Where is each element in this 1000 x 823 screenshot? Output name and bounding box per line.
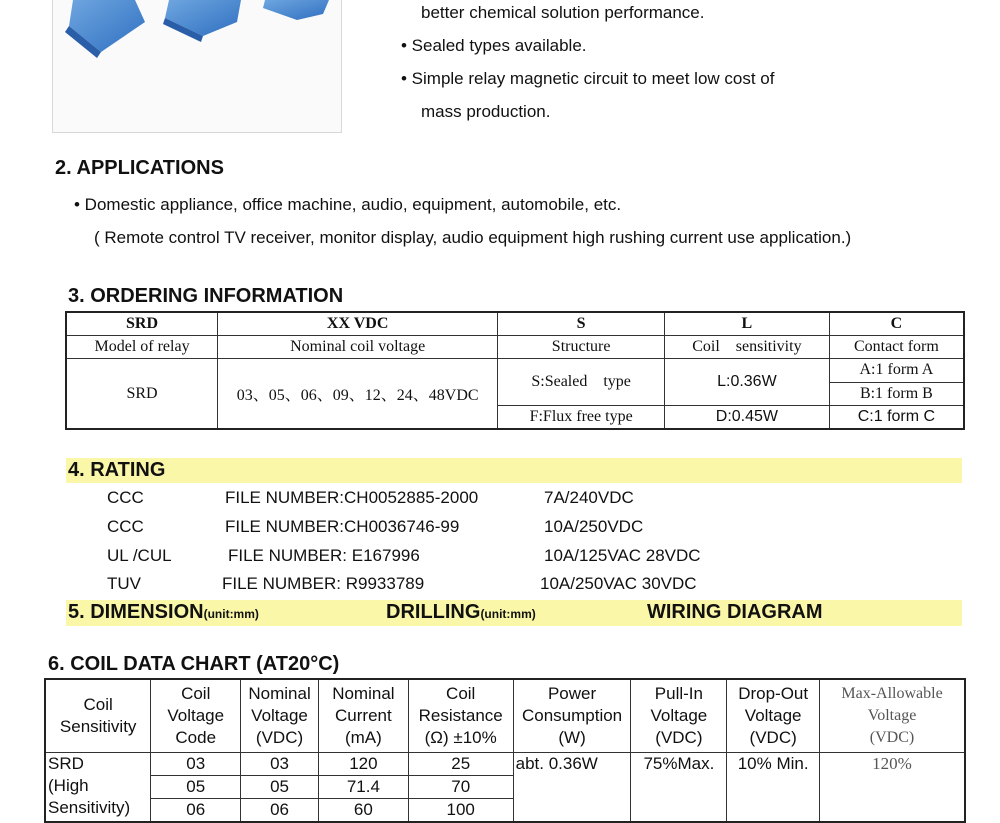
dimension-heading <box>68 601 259 624</box>
coil-header-nominal-voltage <box>241 679 319 753</box>
coil-current-2: 71.4 <box>318 776 408 799</box>
name-voltage: Nominal coil voltage <box>218 336 498 359</box>
coil-header-code <box>151 679 241 753</box>
coil-header-sensitivity-l1: Coil <box>83 695 113 714</box>
coil-code-2: 05 <box>151 776 241 799</box>
relay-image <box>53 0 341 132</box>
rating-value-3: 10A/125VAC 28VDC <box>544 546 701 565</box>
structure-flux: F:Flux free type <box>498 406 665 430</box>
dimension-band <box>66 600 962 626</box>
code-sensitivity: L <box>665 312 830 336</box>
coil-pull-in: 75%Max. <box>631 753 727 823</box>
coil-table <box>44 678 966 823</box>
coil-header-power <box>513 679 631 753</box>
coil-resistance-1: 25 <box>408 753 513 776</box>
code-model: SRD <box>66 312 218 336</box>
name-contact: Contact form <box>829 336 964 359</box>
coil-voltage-3: 06 <box>241 799 319 823</box>
feature-line-2: • Sealed types available. <box>401 36 587 55</box>
product-photo <box>52 0 342 133</box>
coil-header-drop-l2: Voltage <box>744 706 802 725</box>
drilling-heading <box>386 601 536 624</box>
rating-cert-3: UL /CUL <box>107 546 172 565</box>
coil-group-l3: Sensitivity) <box>48 798 131 817</box>
name-model: Model of relay <box>66 336 218 359</box>
coil-header-pull-in <box>631 679 727 753</box>
coil-header-drop-l1: Drop-Out <box>738 684 809 703</box>
coil-heading: 6. COIL DATA CHART (AT20°C) <box>48 653 340 675</box>
form-c: C:1 form C <box>829 406 964 430</box>
name-structure: Structure <box>498 336 665 359</box>
rating-band <box>66 458 962 483</box>
coil-group-l1: SRD <box>48 754 84 773</box>
coil-voltage-2: 05 <box>241 776 319 799</box>
code-contact: C <box>829 312 964 336</box>
rating-cert-2: CCC <box>107 517 144 536</box>
dimension-label: 5. DIMENSION <box>68 601 204 623</box>
coil-header-pull-l3: (VDC) <box>655 728 703 747</box>
rating-heading: 4. RATING <box>68 459 166 481</box>
coil-header-pow-l3: (W) <box>558 728 586 747</box>
feature-line-4: mass production. <box>421 102 551 121</box>
sensitivity-l: L:0.36W <box>665 359 830 406</box>
voltages-value: 03、05、06、09、12、24、48VDC <box>218 359 498 430</box>
coil-header-nv-l2: Voltage <box>251 706 308 725</box>
coil-header-pow-l1: Power <box>547 684 597 703</box>
rating-file-4: FILE NUMBER: R9933789 <box>222 574 425 593</box>
rating-cert-1: CCC <box>107 488 144 507</box>
coil-header-nv-l3: (VDC) <box>255 728 304 747</box>
coil-group-l2: (High <box>48 776 89 795</box>
applications-line-1: • Domestic appliance, office machine, audio, equipment, automobile, etc. <box>74 195 622 214</box>
form-b: B:1 form B <box>829 382 964 406</box>
coil-header-code-l3: Code <box>175 728 217 747</box>
coil-header-code-l1: Coil <box>181 684 211 703</box>
rating-value-2: 10A/250VDC <box>544 517 644 536</box>
coil-header-pull-l2: Voltage <box>650 706 708 725</box>
feature-line-1: better chemical solution performance. <box>421 3 705 22</box>
coil-code-3: 06 <box>151 799 241 823</box>
ordering-heading: 3. ORDERING INFORMATION <box>68 285 344 307</box>
structure-sealed: S:Sealed type <box>498 359 665 406</box>
coil-header-max-l3: (VDC) <box>869 729 915 746</box>
coil-header-nc-l3: (mA) <box>344 728 382 747</box>
coil-header-drop-l3: (VDC) <box>749 728 797 747</box>
coil-resistance-3: 100 <box>408 799 513 823</box>
drilling-label: DRILLING <box>386 601 481 623</box>
coil-header-max <box>820 679 965 753</box>
coil-power: abt. 0.36W <box>513 753 631 823</box>
sensitivity-d: D:0.45W <box>665 406 830 430</box>
coil-header-nominal-current <box>318 679 408 753</box>
coil-current-3: 60 <box>318 799 408 823</box>
wiring-heading: WIRING DIAGRAM <box>647 601 823 623</box>
coil-max-allow: 120% <box>820 753 965 823</box>
rating-value-1: 7A/240VDC <box>544 488 634 507</box>
form-a: A:1 form A <box>829 359 964 383</box>
ordering-table <box>65 311 965 430</box>
coil-header-pow-l2: Consumption <box>521 706 623 725</box>
coil-header-sensitivity <box>45 679 151 753</box>
rating-file-1: FILE NUMBER:CH0052885-2000 <box>225 488 479 507</box>
coil-code-1: 03 <box>151 753 241 776</box>
coil-header-res-l1: Coil <box>446 684 476 703</box>
coil-header-max-l2: Voltage <box>867 707 917 724</box>
coil-current-1: 120 <box>318 753 408 776</box>
code-voltage: XX VDC <box>218 312 498 336</box>
dimension-unit: (unit:mm) <box>203 607 259 621</box>
feature-line-3: • Simple relay magnetic circuit to meet low cost of <box>401 69 775 88</box>
rating-file-2: FILE NUMBER:CH0036746-99 <box>225 517 460 536</box>
drilling-unit: (unit:mm) <box>480 607 536 621</box>
coil-header-resistance <box>408 679 513 753</box>
coil-voltage-1: 03 <box>241 753 319 776</box>
coil-header-pull-l1: Pull-In <box>654 684 703 703</box>
coil-header-nc-l1: Nominal <box>332 684 395 703</box>
coil-header-nc-l2: Current <box>335 706 392 725</box>
rating-cert-4: TUV <box>107 574 141 593</box>
coil-resistance-2: 70 <box>408 776 513 799</box>
coil-header-max-l1: Max-Allowable <box>841 685 943 702</box>
coil-header-nv-l1: Nominal <box>248 684 311 703</box>
coil-header-code-l2: Voltage <box>167 706 225 725</box>
coil-header-drop-out <box>727 679 820 753</box>
rating-file-3: FILE NUMBER: E167996 <box>228 546 420 565</box>
coil-drop-out: 10% Min. <box>727 753 820 823</box>
applications-heading: 2. APPLICATIONS <box>55 157 224 179</box>
coil-header-res-l3: (Ω) ±10% <box>424 728 497 747</box>
coil-header-res-l2: Resistance <box>418 706 503 725</box>
name-sensitivity: Coil sensitivity <box>665 336 830 359</box>
coil-header-sensitivity-l2: Sensitivity <box>59 717 137 736</box>
model-value: SRD <box>66 359 218 430</box>
code-structure: S <box>498 312 665 336</box>
rating-value-4: 10A/250VAC 30VDC <box>540 574 697 593</box>
applications-line-2: ( Remote control TV receiver, monitor display, audio equipment high rushing current use application.) <box>94 228 852 247</box>
